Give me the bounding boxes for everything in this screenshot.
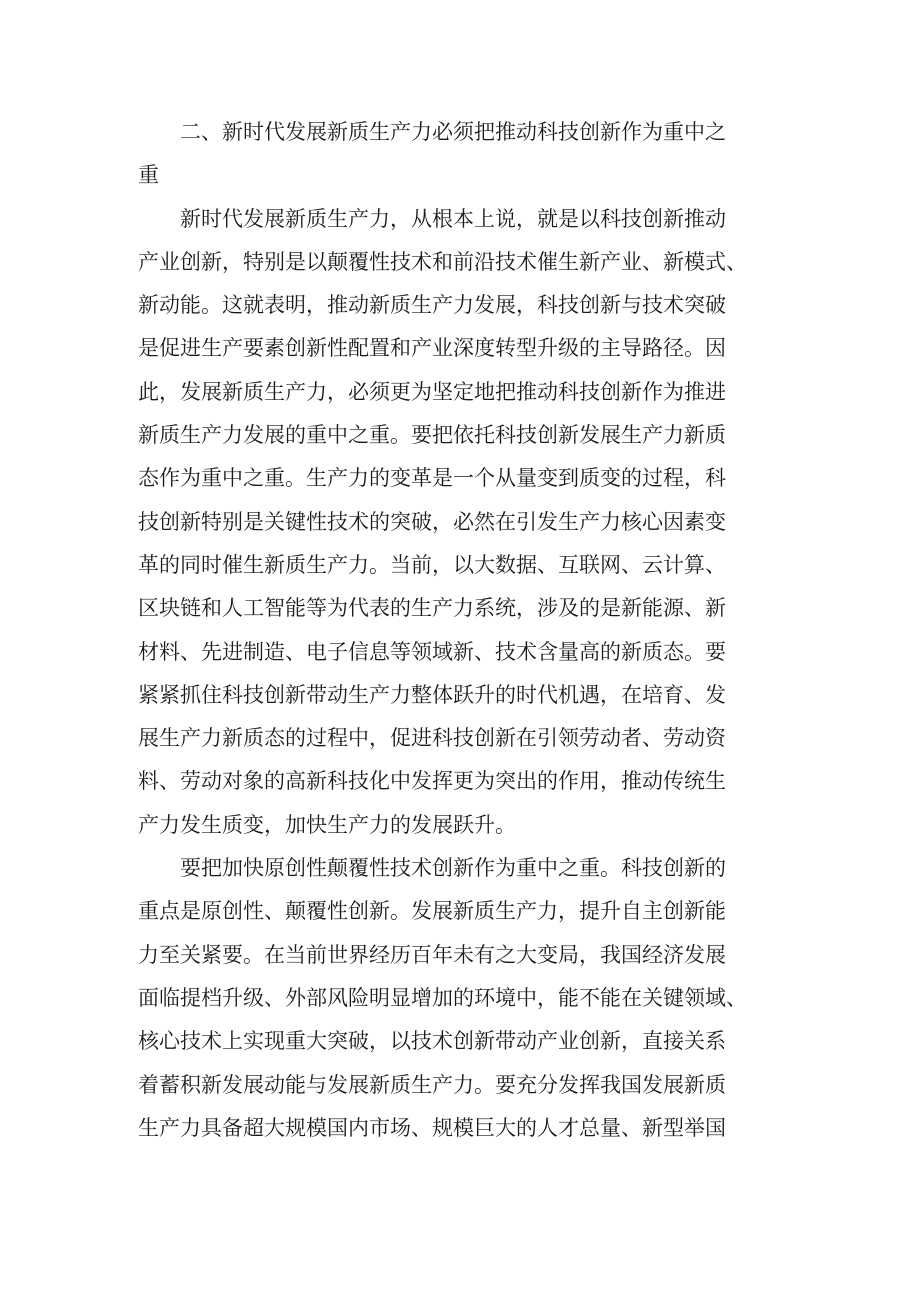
paragraph-line: 展生产力新质态的过程中，促进科技创新在引领劳动者、劳动资 xyxy=(138,726,726,751)
heading-line: 二、新时代发展新质生产力必须把推动科技创新作为重中之 xyxy=(180,120,726,144)
paragraph-line: 生产力具备超大规模国内市场、规模巨大的人才总量、新型举国 xyxy=(138,1115,726,1140)
paragraph-line: 力至关紧要。在当前世界经历百年未有之大变局，我国经济发展 xyxy=(138,942,726,967)
paragraph-line: 此，发展新质生产力，必须更为坚定地把推动科技创新作为推进 xyxy=(138,379,726,404)
paragraph-line: 着蓄积新发展动能与发展新质生产力。要充分发挥我国发展新质 xyxy=(138,1072,726,1097)
heading-line: 重 xyxy=(138,163,159,188)
paragraph-line: 产业创新，特别是以颠覆性技术和前沿技术催生新产业、新模式、 xyxy=(138,249,747,274)
paragraph-line: 新时代发展新质生产力，从根本上说，就是以科技创新推动 xyxy=(180,206,726,231)
paragraph-line: 核心技术上实现重大突破，以技术创新带动产业创新，直接关系 xyxy=(138,1029,726,1054)
paragraph-line: 区块链和人工智能等为代表的生产力系统，涉及的是新能源、新 xyxy=(138,596,726,621)
paragraph-line: 革的同时催生新质生产力。当前，以大数据、互联网、云计算、 xyxy=(138,552,726,577)
paragraph-line: 技创新特别是关键性技术的突破，必然在引发生产力核心因素变 xyxy=(138,509,726,534)
paragraph xyxy=(138,847,790,1150)
paragraph-line: 料、劳动对象的高新科技化中发挥更为突出的作用，推动传统生 xyxy=(138,769,726,794)
paragraph-line: 材料、先进制造、电子信息等领域新、技术含量高的新质态。要 xyxy=(138,639,726,664)
paragraph-line: 紧紧抓住科技创新带动生产力整体跃升的时代机遇，在培育、发 xyxy=(138,682,726,707)
paragraph-line: 要把加快原创性颠覆性技术创新作为重中之重。科技创新的 xyxy=(180,856,726,881)
paragraph-line: 态作为重中之重。生产力的变革是一个从量变到质变的过程，科 xyxy=(138,466,726,491)
paragraph-line: 新质生产力发展的重中之重。要把依托科技创新发展生产力新质 xyxy=(138,423,726,448)
section-heading xyxy=(138,111,790,198)
paragraph-line: 重点是原创性、颠覆性创新。发展新质生产力，提升自主创新能 xyxy=(138,899,726,924)
paragraph-line: 产力发生质变，加快生产力的发展跃升。 xyxy=(138,812,516,837)
paragraph xyxy=(138,198,790,847)
paragraph-line: 面临提档升级、外部风险明显增加的环境中，能不能在关键领域、 xyxy=(138,985,747,1010)
paragraph-line: 新动能。这就表明，推动新质生产力发展，科技创新与技术突破 xyxy=(138,293,726,318)
paragraph-line: 是促进生产要素创新性配置和产业深度转型升级的主导路径。因 xyxy=(138,336,726,361)
document-body xyxy=(138,111,790,1150)
